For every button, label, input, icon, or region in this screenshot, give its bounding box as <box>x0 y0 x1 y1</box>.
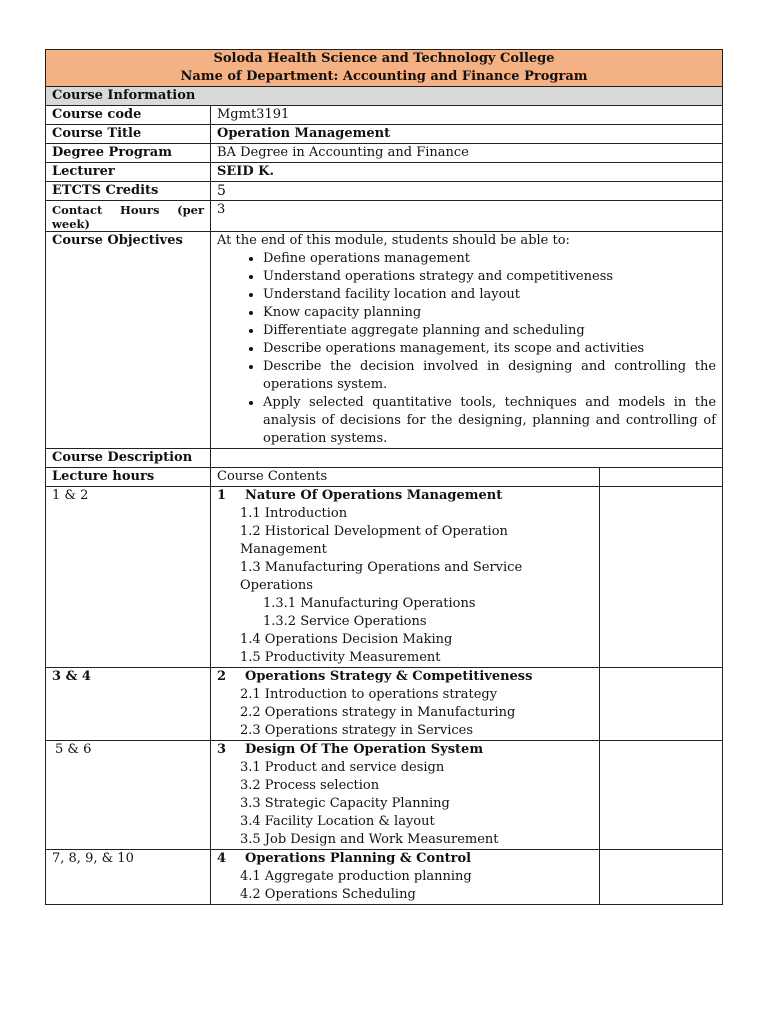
objective-item: • Apply selected quantitative tools, techniques and models in the analysis of decisions for the designing, planning and controlling of operation systems. <box>263 394 716 448</box>
college-name: Soloda Health Science and Technology College <box>213 51 555 66</box>
credits-label: ETCTS Credits <box>46 182 211 201</box>
unit-contents <box>211 741 600 850</box>
unit-title: 1 Nature Of Operations Management <box>217 488 503 503</box>
subtopic: 1.2 Historical Development of Operation Management <box>240 524 508 557</box>
subtopic: 2.2 Operations strategy in Manufacturing <box>240 705 516 720</box>
unit-row <box>46 741 723 850</box>
department-name: Name of Department: Accounting and Finance Program <box>180 69 588 84</box>
course-title-value: Operation Management <box>211 125 723 144</box>
objective-item: • Understand operations strategy and competitiveness <box>263 268 716 286</box>
credits-row <box>46 182 723 201</box>
contact-hours-value: 3 <box>211 201 723 232</box>
subtopic: 2.1 Introduction to operations strategy <box>240 687 498 702</box>
course-title-label: Course Title <box>46 125 211 144</box>
lecture-hours-label: Lecture hours <box>46 468 211 487</box>
unit-contents <box>211 487 600 668</box>
objective-item: • Describe operations management, its scope and activities <box>263 340 716 358</box>
subtopic: 3.5 Job Design and Work Measurement <box>240 832 499 847</box>
subtopic: 3.1 Product and service design <box>240 760 445 775</box>
contact-hours-label: Contact Hours (per week) <box>46 201 211 232</box>
objective-item: • Describe the decision involved in designing and controlling the operations system. <box>263 358 716 394</box>
unit-row <box>46 850 723 905</box>
contents-header-row <box>46 468 723 487</box>
course-info-label: Course Information <box>46 87 723 106</box>
objectives-label: Course Objectives <box>46 232 211 449</box>
unit-contents <box>211 850 600 905</box>
course-title-row <box>46 125 723 144</box>
credits-value: 5 <box>211 182 723 201</box>
objectives-intro: At the end of this module, students should be able to: <box>217 233 570 248</box>
lecturer-value: SEID K. <box>211 163 723 182</box>
unit-hours: 1 & 2 <box>46 487 211 668</box>
course-code-label: Course code <box>46 106 211 125</box>
subtopic: 1.4 Operations Decision Making <box>240 632 453 647</box>
lecturer-row <box>46 163 723 182</box>
unit-row <box>46 487 723 668</box>
degree-program-value: BA Degree in Accounting and Finance <box>211 144 723 163</box>
course-description-label: Course Description <box>46 449 211 468</box>
objectives-content <box>211 232 723 449</box>
contact-hours-row <box>46 201 723 232</box>
header-row <box>46 50 723 87</box>
subtopic: 3.3 Strategic Capacity Planning <box>240 796 450 811</box>
course-description-row <box>46 449 723 468</box>
subtopic: 2.3 Operations strategy in Services <box>240 723 474 738</box>
objective-item: • Understand facility location and layout <box>263 286 716 304</box>
unit-row <box>46 668 723 741</box>
degree-program-row <box>46 144 723 163</box>
objectives-row <box>46 232 723 449</box>
unit-title: 4 Operations Planning & Control <box>217 851 472 866</box>
course-info-row <box>46 87 723 106</box>
subtopic: 3.4 Facility Location & layout <box>240 814 435 829</box>
course-code-row <box>46 106 723 125</box>
course-outline-table <box>45 49 723 905</box>
objectives-list <box>217 250 716 448</box>
subtopic: 1.3 Manufacturing Operations and Service Operations <box>240 560 523 593</box>
subtopic: 1.3.2 Service Operations <box>263 614 427 629</box>
unit-hours: 7, 8, 9, & 10 <box>46 850 211 905</box>
subtopic: 3.2 Process selection <box>240 778 380 793</box>
objective-item: • Know capacity planning <box>263 304 716 322</box>
subtopic: 4.2 Operations Scheduling <box>240 887 416 902</box>
subtopic: 4.1 Aggregate production planning <box>240 869 472 884</box>
unit-title: 2 Operations Strategy & Competitiveness <box>217 669 533 684</box>
course-code-value: Mgmt3191 <box>211 106 723 125</box>
degree-program-label: Degree Program <box>46 144 211 163</box>
unit-title: 3 Design Of The Operation System <box>217 742 484 757</box>
unit-contents <box>211 668 600 741</box>
course-contents-label: Course Contents <box>211 468 600 487</box>
unit-hours: 5 & 6 <box>46 741 211 850</box>
objective-item: • Differentiate aggregate planning and scheduling <box>263 322 716 340</box>
subtopic: 1.3.1 Manufacturing Operations <box>263 596 476 611</box>
unit-hours: 3 & 4 <box>46 668 211 741</box>
subtopic: 1.1 Introduction <box>240 506 348 521</box>
objective-item: • Define operations management <box>263 250 716 268</box>
lecturer-label: Lecturer <box>46 163 211 182</box>
subtopic: 1.5 Productivity Measurement <box>240 650 441 665</box>
